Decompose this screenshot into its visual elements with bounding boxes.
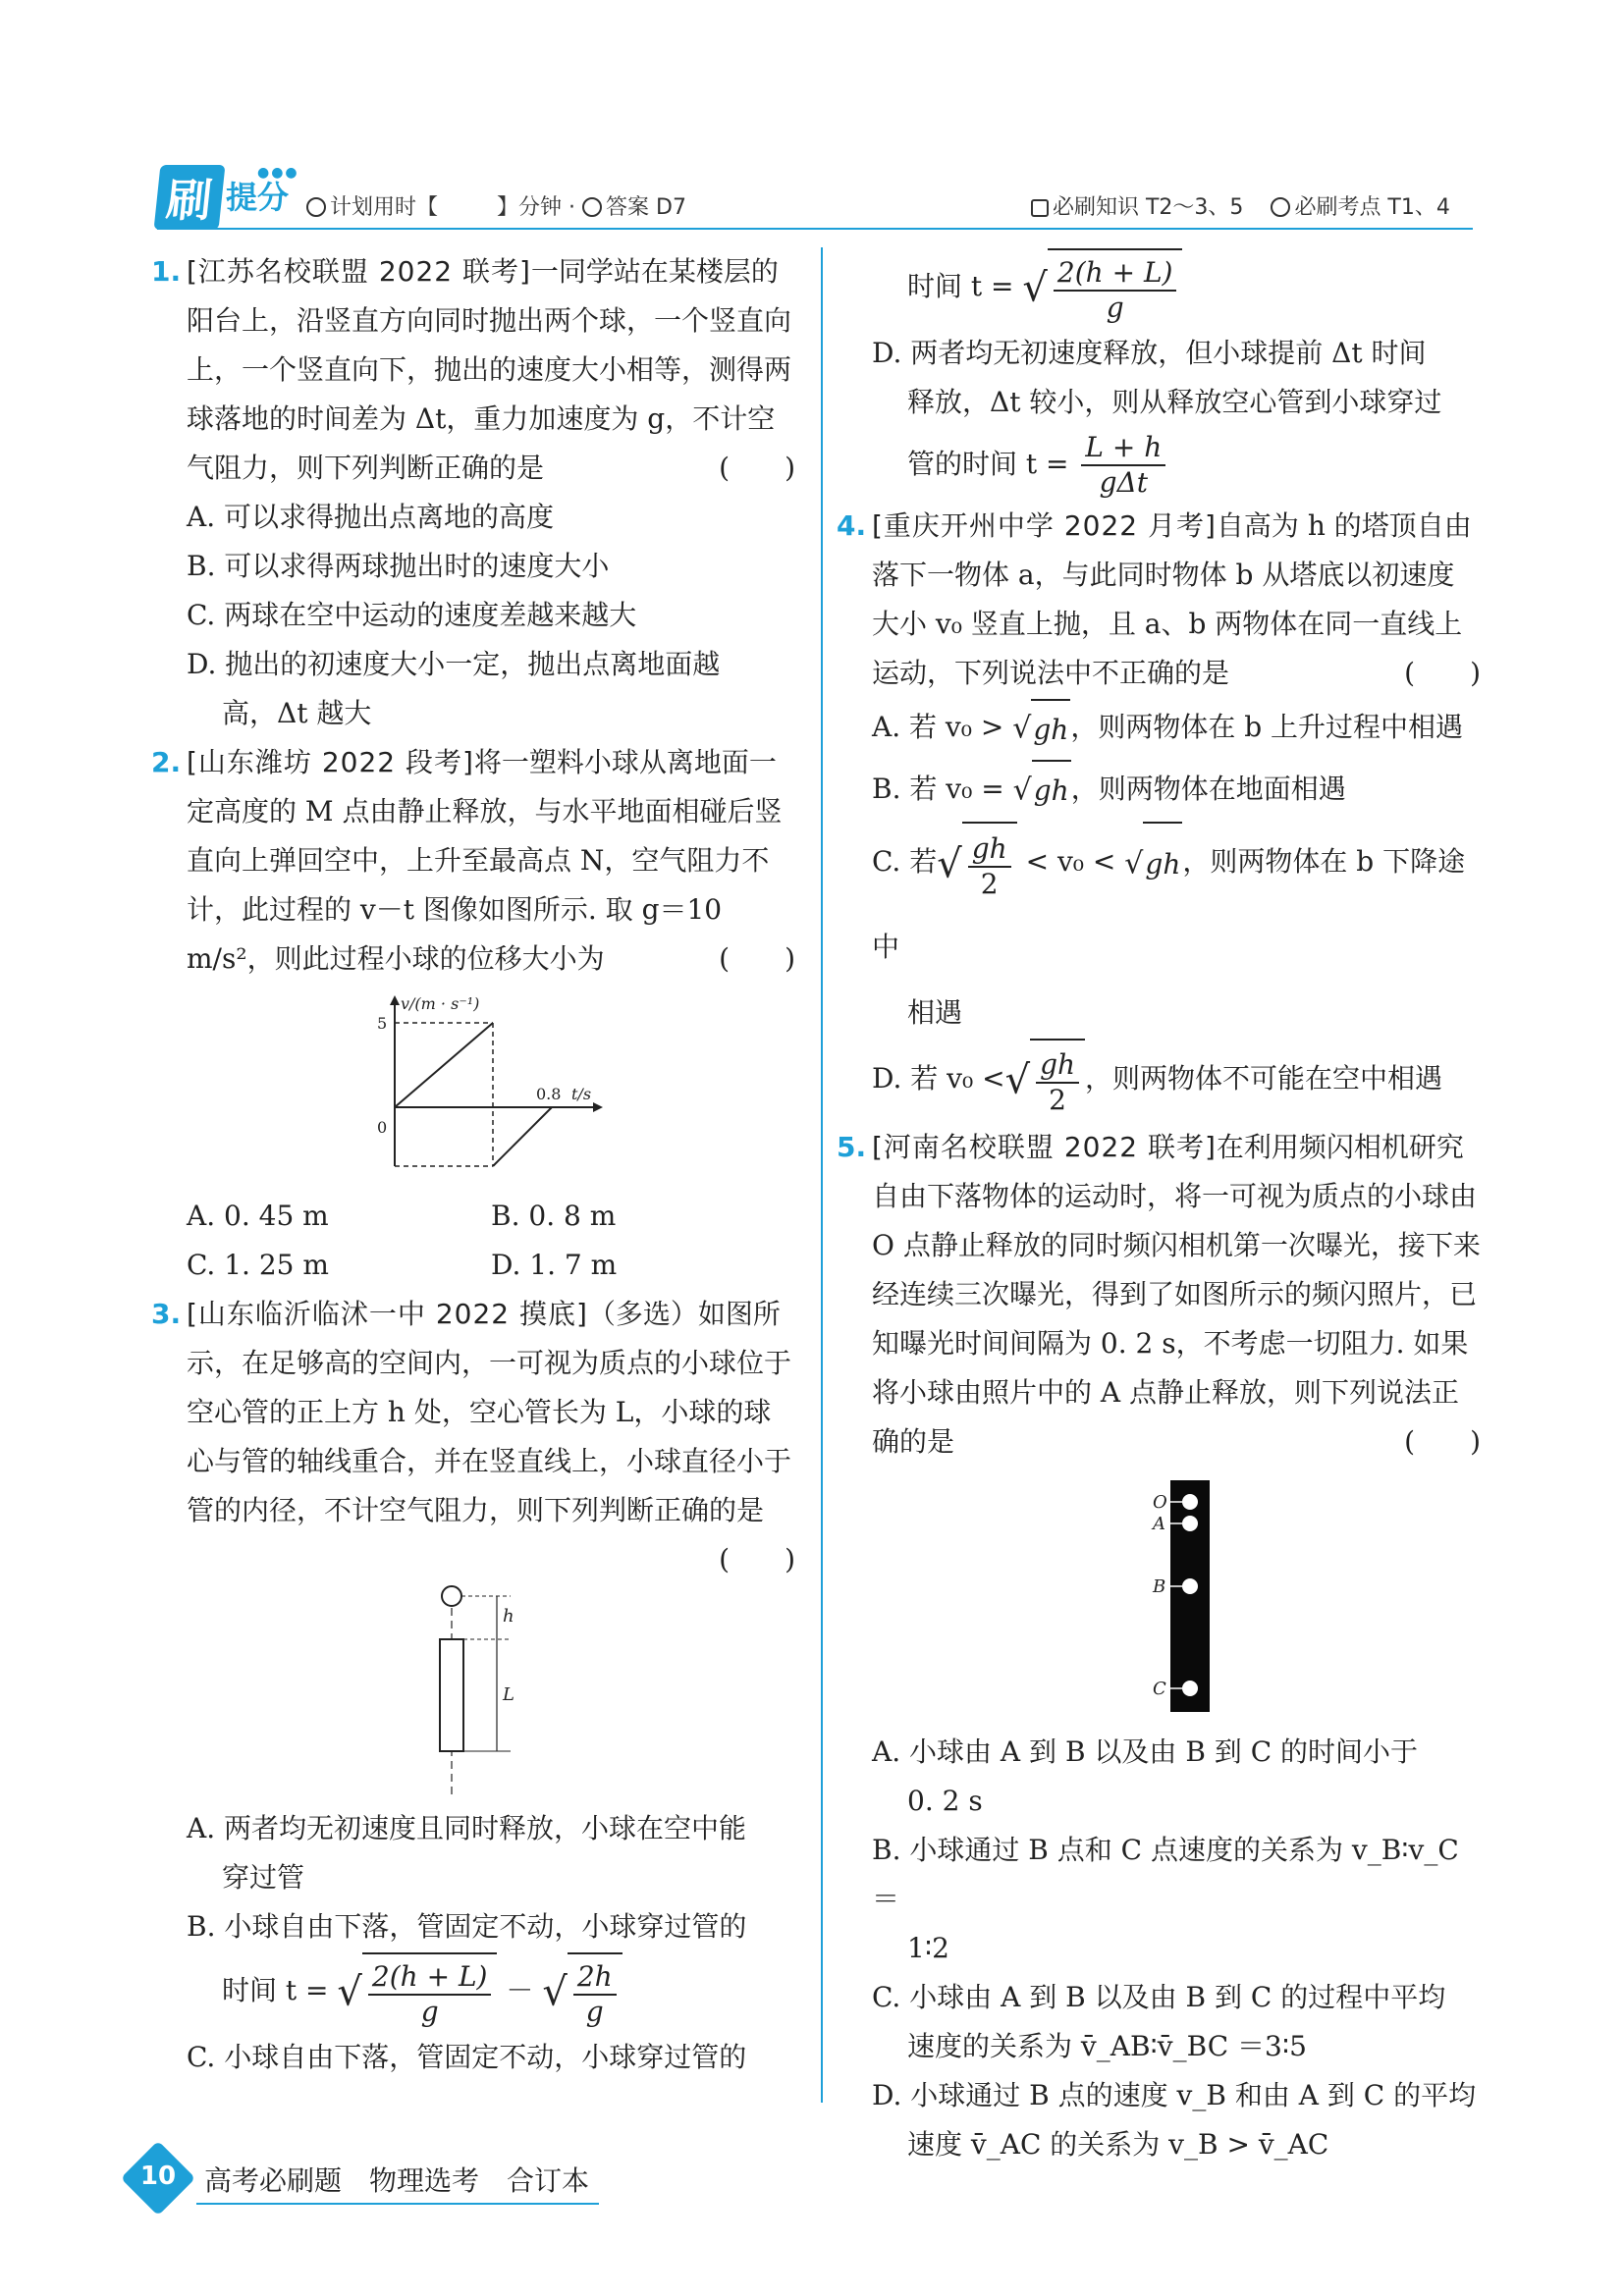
option-d-formula: 管的时间 t = $\frac{L + h}{\text{gΔt}}$ [872,427,1481,502]
header-rule [157,228,1473,230]
option-c: C. 两球在空中运动的速度差越来越大 [187,599,637,631]
fall-line [395,1023,493,1107]
ball-a [1182,1516,1198,1531]
question-3-continued [872,247,1481,502]
answer-blank: ( ) [1404,1424,1481,1458]
origin-label: 0 [377,1118,388,1137]
ball-o [1182,1494,1198,1510]
option-a: A. 小球由 A 到 B 以及由 B 到 C 的时间小于 0. 2 s [872,1735,1419,1817]
question-4 [837,502,1481,1123]
option-c: C. 1. 25 m [187,1249,329,1281]
y-axis-arrow [390,995,400,1005]
option-b: B. 若 v₀ = √gh，则两物体在地面相遇 [872,760,1481,822]
question-stem: 自高为 h 的塔顶自由落下一物体 a，与此同时物体 b 从塔底以初速度大小 v₀ 竖直上抛，且 a、b 两物体在同一直线上运动，下列说法中不正确的是 [872,508,1472,689]
photo-strip [1170,1480,1210,1712]
rise-line [493,1107,552,1166]
option-d: D. 两者均无初速度释放，但小球提前 Δt 时间 释放，Δt 较小，则从释放空心管到小球穿过 [872,336,1442,418]
option-c-formula: 时间 t = √ $\frac{2(h + L)}{g}$ [872,247,1481,329]
options-row-2 [187,1241,795,1290]
ball-tube-figure [187,1584,795,1800]
option-b-formula: 时间 t = √ $\frac{2(h + L)}{g}$ － √ $\frac{2h}{g}$ [187,1951,795,2033]
question-number: 2. [151,746,182,778]
question-stem: 在利用频闪相机研究自由下落物体的运动时，将一可视为质点的小球由 O 点静止释放的同时频闪相机第一次曝光，接下来经连续三次曝光，得到了如图所示的频闪照片，已知曝光时间间隔为 0. 2 s，不考虑一切阻力. 如果将小球由照片中的 A 点静止释放，则下列说法正确的是 [872,1130,1481,1458]
label-L: L [503,1684,514,1705]
question-number: 4. [837,508,867,542]
option-b: B. 0. 8 m [491,1200,617,1232]
label-o: O [1153,1491,1167,1513]
label-h: h [503,1606,514,1627]
ball-b [1182,1578,1198,1594]
x-axis-arrow [593,1102,603,1112]
question-source: [山东临沂临沭一中 2022 摸底] [187,1298,588,1330]
knowledge-ref: 必刷知识 T2～3、5 必刷考点 T1、4 [1031,190,1450,221]
answer-icon [582,197,602,217]
question-source: [江苏名校联盟 2022 联考] [187,255,531,288]
option-d: D. 小球通过 B 点的速度 v_B 和由 A 到 C 的平均 速度 v̄_AC 的关系为 v_B > v̄_AC [872,2078,1477,2161]
option-d: D. 抛出的初速度大小一定，抛出点离地面越 高，Δt 越大 [187,648,721,729]
question-2 [151,738,795,1290]
answer-blank: ( ) [1404,656,1481,689]
option-c: C. 小球由 A 到 B 以及由 B 到 C 的过程中平均 速度的关系为 v̄_AB∶v̄_BC ＝3∶5 [872,1980,1446,2062]
footer-rule [196,2203,599,2205]
y-tick-5: 5 [377,1014,388,1033]
option-a: A. 0. 45 m [187,1200,329,1232]
plan-time: 计划用时【 】分钟 · 答案 D7 [306,190,686,221]
x-tick-0.8: 0.8 [536,1085,562,1103]
question-stem: 一同学站在某楼层的阳台上，沿竖直方向同时抛出两个球，一个竖直向上，一个竖直向下，抛出的速度大小相等，测得两球落地的时间差为 Δt，重力加速度为 g，不计空气阻力，则下列判断正确的是 [187,255,792,484]
option-a: A. 两者均无初速度且同时释放，小球在空中能 穿过管 [187,1812,747,1894]
hollow-tube [440,1639,463,1751]
question-number: 1. [151,255,182,288]
question-number: 5. [837,1130,867,1163]
option-a: A. 可以求得抛出点离地的高度 [187,501,555,533]
option-b: B. 可以求得两球抛出时的速度大小 [187,550,610,582]
answer-ref: 答案 D7 [606,195,686,220]
vt-graph [187,989,795,1186]
question-source: [山东潍坊 2022 段考] [187,746,474,778]
question-1 [151,247,795,738]
clock-icon [306,197,326,217]
ball-c [1182,1681,1198,1696]
column-divider [821,247,823,2103]
question-source: [河南名校联盟 2022 联考] [872,1130,1217,1163]
page-number: 10 [139,2162,177,2191]
logo-dots: ●●● [257,165,299,181]
logo-mark: 刷 [154,165,226,230]
option-a: A. 若 v₀ > √gh，则两物体在 b 上升过程中相遇 [872,698,1481,760]
answer-blank: ( ) [719,1543,795,1575]
options-row-1 [187,1192,795,1241]
book-icon [1031,199,1049,217]
y-axis-label: v/(m · s⁻¹) [401,994,480,1013]
x-axis-label: t/s [571,1085,592,1103]
option-c: C. 若√ $\frac{gh}{2}$ < v₀ < √gh，则两物体在 b 下降途中 [872,821,1481,988]
option-c-continued: 相遇 [907,996,963,1029]
question-3 [151,1290,795,2082]
question-5 [837,1123,1481,2169]
book-title: 高考必刷题 物理选考 合订本 [204,2164,590,2197]
strobe-photo [872,1474,1481,1720]
option-c: C. 小球自由下落，管固定不动，小球穿过管的 [187,2040,747,2073]
ball [442,1586,461,1606]
option-d: D. 若 v₀ <√ $\frac{gh}{2}$ ，则两物体不可能在空中相遇 [872,1038,1481,1123]
label-c: C [1153,1678,1166,1699]
option-b: B. 小球通过 B 点和 C 点速度的关系为 v_B∶v_C ＝ 1∶2 [872,1833,1459,1964]
label-b: B [1153,1575,1166,1597]
question-source: [重庆开州中学 2022 月考] [872,508,1217,542]
question-stem: 将一塑料小球从离地面一定高度的 M 点由静止释放，与水平地面相碰后竖直向上弹回空中，上升至最高点 N，空气阻力不计，此过程的 v－t 图像如图所示. 取 g＝10 m/s²，则此过程小球的位移大小为 [187,746,783,975]
target-icon [1271,197,1290,217]
option-d: D. 1. 7 m [491,1249,618,1281]
left-column [151,247,795,2082]
logo-subtitle: 提分 [226,179,290,216]
question-number: 3. [151,1298,182,1330]
label-a: A [1153,1513,1165,1534]
answer-blank: ( ) [719,942,795,975]
option-b: B. 小球自由下落，管固定不动，小球穿过管的 [187,1910,747,1943]
right-column [837,247,1481,2169]
answer-blank: ( ) [719,452,795,484]
question-stem: （多选）如图所示，在足够高的空间内，一可视为质点的小球位于空心管的正上方 h 处，空心管长为 L，小球的球心与管的轴线重合，并在竖直线上，小球直径小于管的内径，不计空气阻力，则下列判断正确的是 [187,1298,792,1526]
